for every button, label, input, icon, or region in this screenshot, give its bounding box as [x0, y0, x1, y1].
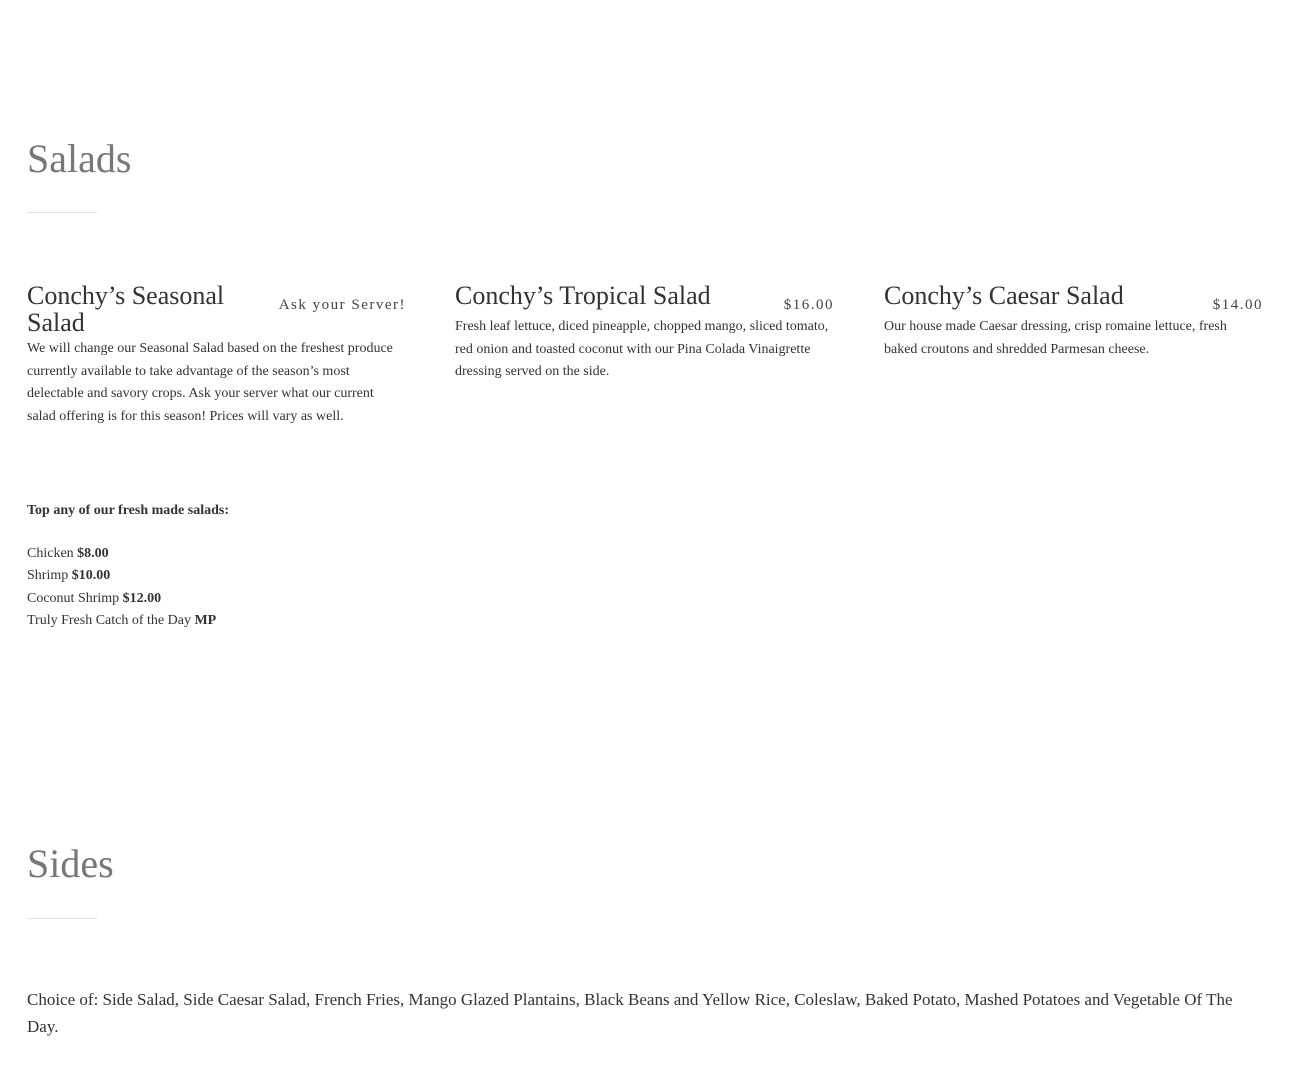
menu-item-caesar-salad [884, 282, 1263, 361]
topping-item [27, 543, 229, 566]
topping-name: Truly Fresh Catch of the Day [27, 613, 191, 628]
salad-toppings [27, 500, 229, 633]
topping-price: $8.00 [77, 545, 109, 561]
topping-price: MP [194, 613, 217, 628]
sides-divider [27, 918, 97, 919]
menu-item-description: Fresh leaf lettuce, diced pineapple, chopped mango, sliced tomato, red onion and toasted coconut with our Pina Colada Vinaigrette dressing served on the side. [455, 319, 829, 380]
topping-price: $10.00 [71, 568, 111, 583]
menu-item-tropical-salad [455, 282, 834, 384]
menu-item-description: We will change our Seasonal Salad based on the freshest produce currently available to take advantage of the season’s most delectable and savory crops. Ask your server what our current salad offering is for this season! Prices will vary as well. [27, 341, 393, 424]
salads-heading: Salads [27, 136, 132, 181]
menu-item-price: $14.00 [1212, 297, 1263, 313]
menu-item-seasonal-salad [27, 282, 406, 428]
menu-item-header [884, 282, 1263, 314]
topping-item [27, 588, 229, 611]
menu-item-description: Our house made Caesar dressing, crisp romaine lettuce, fresh baked croutons and shredded Parmesan cheese. [884, 319, 1227, 357]
sides-description: Choice of: Side Salad, Side Caesar Salad, French Fries, Mango Glazed Plantains, Black Beans and Yellow Rice, Coleslaw, Baked Potato, Mashed Potatoes and Vegetable Of The Day. [27, 990, 1233, 1036]
topping-price: $12.00 [122, 590, 162, 606]
menu-item-name: Conchy’s Caesar Salad [884, 281, 1124, 310]
menu-item-name: Conchy’s Seasonal Salad [27, 281, 225, 337]
menu-item-price: Ask your Server! [278, 297, 406, 313]
topping-name: Chicken [27, 545, 74, 561]
salads-divider [27, 212, 97, 213]
sides-heading: Sides [27, 841, 114, 886]
topping-item [27, 565, 229, 588]
topping-item [27, 610, 229, 633]
menu-item-name: Conchy’s Tropical Salad [455, 281, 711, 310]
toppings-heading: Top any of our fresh made salads: [27, 503, 230, 518]
menu-item-header [27, 282, 406, 336]
menu-item-header [455, 282, 834, 314]
topping-name: Shrimp [27, 568, 69, 583]
topping-name: Coconut Shrimp [27, 590, 120, 606]
menu-item-price: $16.00 [783, 297, 834, 313]
